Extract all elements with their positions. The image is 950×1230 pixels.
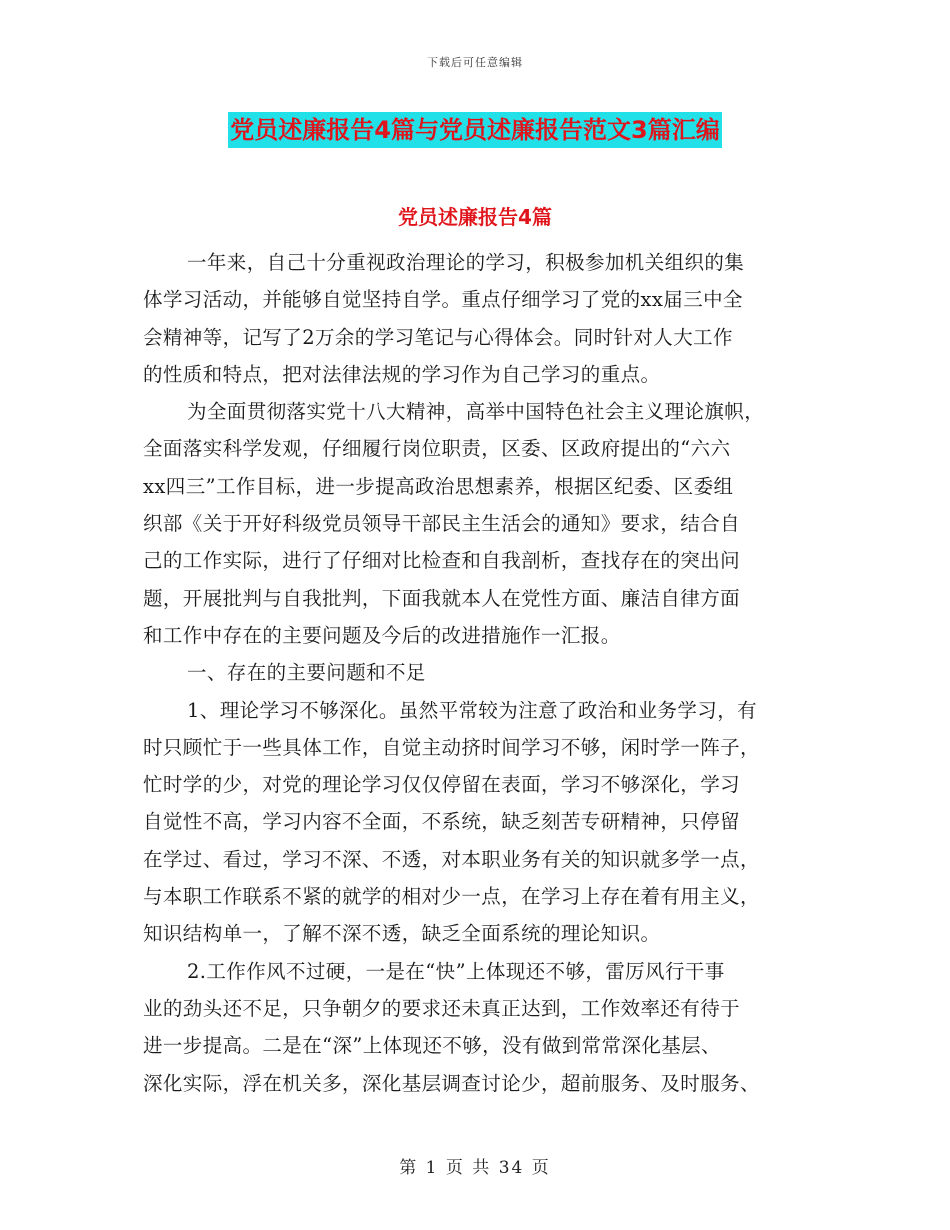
paragraph-line: 自觉性不高，学习内容不全面，不系统，缺乏刻苦专研精神，只停留 bbox=[143, 810, 741, 834]
paragraph-line: 知识结构单一，了解不深不透，缺乏全面系统的理论知识。 bbox=[143, 922, 661, 946]
paragraph-line: 的性质和特点，把对法律法规的学习作为自己学习的重点。 bbox=[143, 362, 661, 386]
paragraph-line: 忙时学的少，对党的理论学习仅仅停留在表面，学习不够深化，学习 bbox=[143, 773, 741, 797]
paragraph-line: 业的劲头还不足，只争朝夕的要求还未真正达到，工作效率还有待于 bbox=[143, 996, 741, 1020]
document-title-container bbox=[0, 112, 950, 148]
paragraph-line: 1、理论学习不够深化。虽然平常较为注意了政治和业务学习，有 bbox=[187, 698, 758, 722]
paragraph-line: 体学习活动，并能够自觉坚持自学。重点仔细学习了党的xx届三中全 bbox=[143, 288, 743, 312]
paragraph-line: 时只顾忙于一些具体工作，自觉主动挤时间学习不够，闲时学一阵子， bbox=[143, 735, 760, 759]
paragraph-line: 在学过、看过，学习不深、不透，对本职业务有关的知识就多学一点， bbox=[143, 847, 760, 871]
page-number: 第 1 页 共 34 页 bbox=[399, 1158, 551, 1178]
paragraph-line: 深化实际，浮在机关多，深化基层调查讨论少，超前服务、及时服务、 bbox=[143, 1071, 760, 1095]
paragraph-line: 为全面贯彻落实党十八大精神，高举中国特色社会主义理论旗帜， bbox=[187, 400, 765, 424]
paragraph-line: 进一步提高。二是在“深”上体现还不够，没有做到常常深化基层、 bbox=[143, 1034, 721, 1058]
paragraph-line: 织部《关于开好科级党员领导干部民主生活会的通知》要求，结合自 bbox=[143, 512, 741, 536]
paragraph-line: 与本职工作联系不紧的就学的相对少一点，在学习上存在着有用主义， bbox=[143, 885, 760, 909]
paragraph-line: 会精神等，记写了2万余的学习笔记与心得体会。同时针对人大工作 bbox=[143, 325, 733, 349]
paragraph-line: 己的工作实际，进行了仔细对比检查和自我剖析，查找存在的突出问 bbox=[143, 549, 741, 573]
paragraph-line: 和工作中存在的主要问题及今后的改进措施作一汇报。 bbox=[143, 623, 621, 647]
paragraph-line: 题，开展批判与自我批判，下面我就本人在党性方面、廉洁自律方面 bbox=[143, 586, 741, 610]
document-title: 党员述廉报告4篇与党员述廉报告范文3篇汇编 bbox=[228, 112, 721, 148]
paragraph-line: 2.工作作风不过硬，一是在“快”上体现还不够，雷厉风行干事 bbox=[187, 959, 725, 983]
section-title: 党员述廉报告4篇 bbox=[398, 205, 552, 229]
paragraph-line: 全面落实科学发观，仔细履行岗位职责，区委、区政府提出的“六六 bbox=[143, 437, 731, 461]
document-body bbox=[143, 244, 807, 1102]
header-note: 下载后可任意编辑 bbox=[427, 56, 523, 69]
paragraph-line: 一年来，自己十分重视政治理论的学习，积极参加机关组织的集 bbox=[187, 251, 745, 274]
subheading-line: 一、存在的主要问题和不足 bbox=[187, 661, 426, 685]
paragraph-line: xx四三”工作目标，进一步提高政治思想素养，根据区纪委、区委组 bbox=[143, 474, 734, 498]
